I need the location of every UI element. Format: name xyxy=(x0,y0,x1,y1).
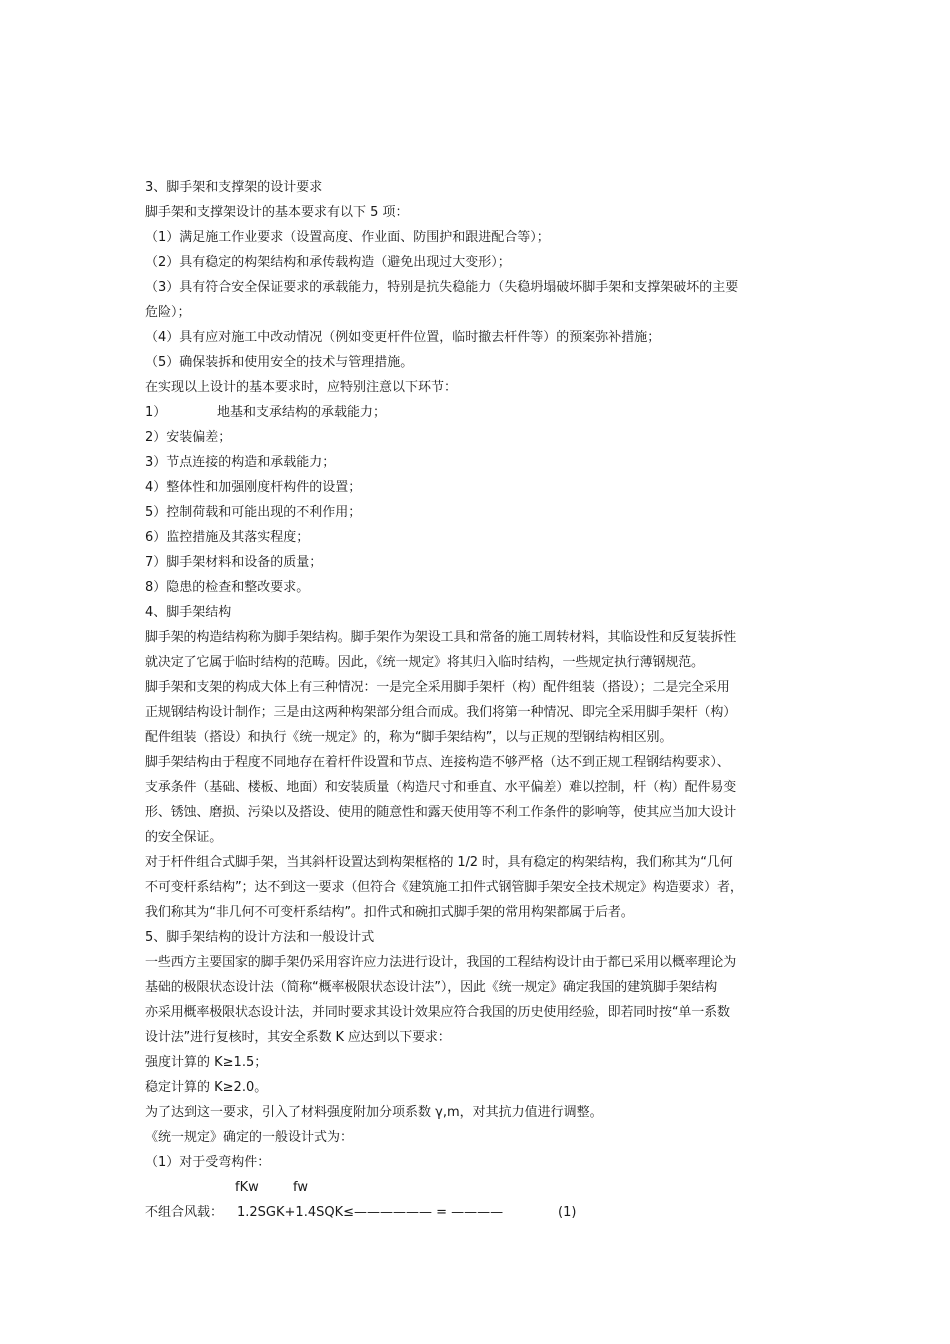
paragraph-line: （1）对于受弯构件： xyxy=(145,1155,271,1170)
paragraph-line: 设计法”进行复核时，其安全系数 K 应达到以下要求： xyxy=(145,1030,451,1045)
formula-numerators xyxy=(145,1175,815,1200)
point-1 xyxy=(145,400,815,425)
point-text: 地基和支承结构的承载能力； xyxy=(217,405,387,420)
section-3-heading: 3、脚手架和支撑架的设计要求 xyxy=(145,180,323,195)
requirement-2: （2）具有稳定的构架结构和承传载构造（避免出现过大变形）； xyxy=(145,255,511,270)
requirement-3: （3）具有符合安全保证要求的承载能力，特别是抗失稳能力（失稳坍塌破坏脚手架和支撑架破坏的主要 xyxy=(145,280,739,295)
paragraph-line: 为了达到这一要求，引入了材料强度附加分项系数 γ,m，对其抗力值进行调整。 xyxy=(145,1105,603,1120)
paragraph-line: 《统一规定》确定的一般设计式为： xyxy=(145,1130,354,1145)
requirement-4: （4）具有应对施工中改动情况（例如变更杆件位置，临时撤去杆件等）的预案弥补措施； xyxy=(145,330,661,345)
equation-number: (1) xyxy=(558,1205,577,1220)
paragraph: 脚手架和支撑架设计的基本要求有以下 5 项： xyxy=(145,205,409,220)
paragraph-line: 亦采用概率极限状态设计法，并同时要求其设计效果应符合我国的历史使用经验，即若同时按“单一系数 xyxy=(145,1005,730,1020)
requirement-1: （1）满足施工作业要求（设置高度、作业面、防围护和跟进配合等）； xyxy=(145,230,550,245)
formula-expression: 1.2SGK+1.4SQK≤—————— = ———— xyxy=(237,1205,504,1220)
paragraph-line: 脚手架结构由于程度不同地存在着杆件设置和节点、连接构造不够严格（达不到正规工程钢结构要求）、 xyxy=(145,755,730,770)
formula-label: 不组合风载： xyxy=(145,1205,224,1220)
point-8: 8）隐患的检查和整改要求。 xyxy=(145,580,310,595)
paragraph-line: 配件组装（搭设）和执行《统一规定》的，称为“脚手架结构”，以与正规的型钢结构相区别。 xyxy=(145,730,673,745)
requirement-3-cont: 危险）； xyxy=(145,305,191,320)
paragraph-line: 支承条件（基础、楼板、地面）和安装质量（构造尺寸和垂直、水平偏差）难以控制，杆（构）配件易变 xyxy=(145,780,737,795)
paragraph-line: 正规钢结构设计制作；三是由这两种构架部分组合而成。我们将第一种情况、即完全采用脚手架杆（构） xyxy=(145,705,737,720)
point-7: 7）脚手架材料和设备的质量； xyxy=(145,555,323,570)
numerator-fw: fw xyxy=(293,1180,308,1195)
point-number: 1） xyxy=(145,405,167,420)
paragraph-line: 不可变杆系结构”；达不到这一要求（但符合《建筑施工扣件式钢管脚手架安全技术规定》构造要求）者， xyxy=(145,880,743,895)
point-4: 4）整体性和加强刚度杆构件的设置； xyxy=(145,480,362,495)
paragraph-line: 基础的极限状态设计法（简称“概率极限状态设计法”），因此《统一规定》确定我国的建筑脚手架结构 xyxy=(145,980,718,995)
paragraph-line: 一些西方主要国家的脚手架仍采用容许应力法进行设计，我国的工程结构设计由于都已采用以概率理论为 xyxy=(145,955,737,970)
paragraph-line: 的安全保证。 xyxy=(145,830,223,845)
paragraph-line: 形、锈蚀、磨损、污染以及搭设、使用的随意性和露天使用等不利工作条件的影响等，使其应当加大设计 xyxy=(145,805,737,820)
point-5: 5）控制荷载和可能出现的不利作用； xyxy=(145,505,362,520)
paragraph-line: 对于杆件组合式脚手架，当其斜杆设置达到构架框格的 1/2 时，具有稳定的构架结构，我们称其为“几何 xyxy=(145,855,733,870)
numerator-fkw: fKw xyxy=(235,1180,259,1195)
paragraph: 在实现以上设计的基本要求时，应特别注意以下环节： xyxy=(145,380,458,395)
stability-requirement: 稳定计算的 K≥2.0。 xyxy=(145,1080,268,1095)
point-2: 2）安装偏差； xyxy=(145,430,232,445)
paragraph-line: 脚手架的构造结构称为脚手架结构。脚手架作为架设工具和常备的施工周转材料，其临设性和反复装拆性 xyxy=(145,630,737,645)
section-5-heading: 5、脚手架结构的设计方法和一般设计式 xyxy=(145,930,375,945)
formula-1 xyxy=(145,1200,815,1225)
paragraph-line: 脚手架和支架的构成大体上有三种情况：一是完全采用脚手架杆（构）配件组装（搭设）；二是完全采用 xyxy=(145,680,730,695)
point-6: 6）监控措施及其落实程度； xyxy=(145,530,310,545)
point-3: 3）节点连接的构造和承载能力； xyxy=(145,455,336,470)
document-body xyxy=(145,175,815,1225)
section-4-heading: 4、脚手架结构 xyxy=(145,605,232,620)
paragraph-line: 就决定了它属于临时结构的范畴。因此，《统一规定》将其归入临时结构，一些规定执行薄钢规范。 xyxy=(145,655,704,670)
requirement-5: （5）确保装拆和使用安全的技术与管理措施。 xyxy=(145,355,414,370)
strength-requirement: 强度计算的 K≥1.5； xyxy=(145,1055,268,1070)
paragraph-line: 我们称其为“非几何不可变杆系结构”。扣件式和碗扣式脚手架的常用构架都属于后者。 xyxy=(145,905,634,920)
